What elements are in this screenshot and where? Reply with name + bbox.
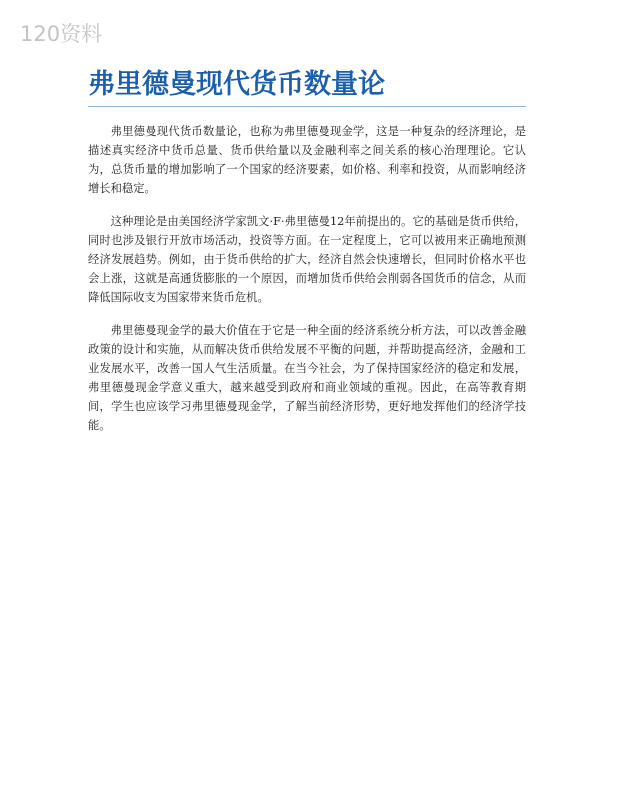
- watermark-text: 120资料: [20, 22, 103, 46]
- document-title: 弗里德曼现代货币数量论: [88, 69, 385, 100]
- document-body: [88, 122, 526, 449]
- title-underline: [88, 106, 526, 107]
- paragraph-2: 这种理论是由美国经济学家凯文·F·弗里德曼12年前提出的。它的基础是货币供给，同时也涉及银行开放市场活动，投资等方面。在一定程度上，它可以被用来正确地预测经济发展趋势。例如，由于货币供给的扩大，经济自然会快速增长，但同时价格水平也会上涨，这就是高通货膨胀的一个原因，而增加货币供给会削弱各国货币的信念，从而降低国际收支为国家带来货币危机。: [88, 215, 526, 304]
- paragraph-3: 弗里德曼现金学的最大价值在于它是一种全面的经济系统分析方法，可以改善金融政策的设计和实施，从而解决货币供给发展不平衡的问题，并帮助提高经济，金融和工业发展水平，改善一国人气生活质量。在当今社会，为了保持国家经济的稳定和发展，弗里德曼现金学意义重大，越来越受到政府和商业领域的重视。因此，在高等教育期间，学生也应该学习弗里德曼现金学，了解当前经济形势，更好地发挥他们的经济学技能。: [88, 324, 526, 432]
- paragraph-1: 弗里德曼现代货币数量论，也称为弗里德曼现金学，这是一种复杂的经济理论，是描述真实经济中货币总量、货币供给量以及金融利率之间关系的核心治理理论。它认为，总货币量的增加影响了一个国家的经济要素，如价格、利率和投资，从而影响经济增长和稳定。: [88, 125, 526, 195]
